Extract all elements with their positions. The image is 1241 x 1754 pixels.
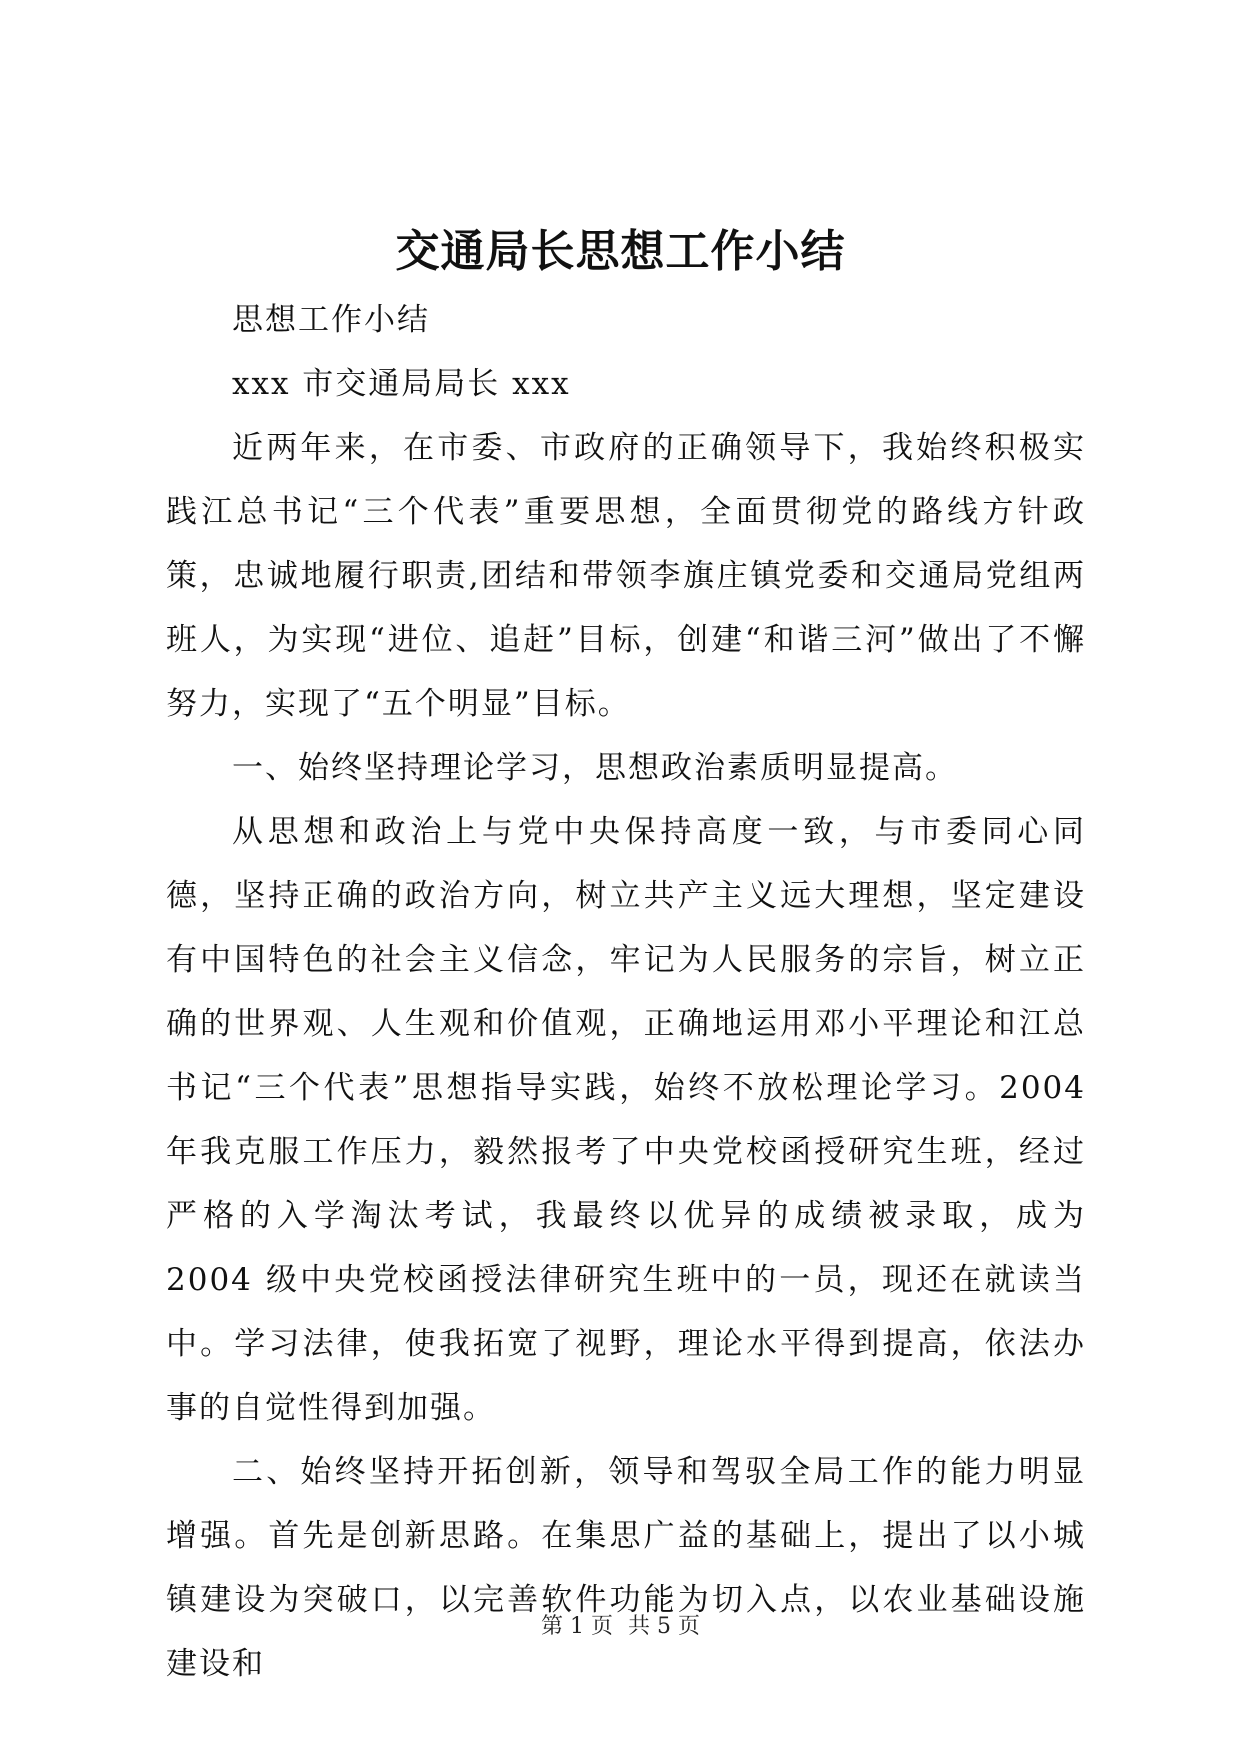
page-number: 第 1 页 (541, 1614, 613, 1639)
section-heading-2: 二、始终坚持开拓创新，领导和驾驭全局工作的能力明显增强。首先是创新思路。在集思广益的基础上，提出了以小城镇建设为突破口，以完善软件功能为切入点，以农业基础设施建设和 (166, 1454, 1086, 1682)
body-paragraph: 从思想和政治上与党中央保持高度一致，与市委同心同德，坚持正确的政治方向，树立共产主义远大理想，坚定建设有中国特色的社会主义信念，牢记为人民服务的宗旨，树立正确的世界观、人生观和价值观，正确地运用邓小平理论和江总书记“三个代表”思想指导实践，始终不放松理论学习。2004 年我克服工作压力，毅然报考了中央党校函授研究生班，经过严格的入学淘汰考试，我最终以优异的成绩被录取，成为 2004 级中央党校函授法律研究生班中的一员，现还在就读当中。学习法律，使我拓宽了视野，理论水平得到提高，依法办事的自觉性得到加强。 (166, 814, 1086, 1426)
document-body (166, 288, 1086, 1696)
document-title: 交通局长思想工作小结 (395, 226, 846, 277)
section-heading-1: 一、始终坚持理论学习，思想政治素质明显提高。 (232, 750, 958, 786)
body-paragraph: 近两年来，在市委、市政府的正确领导下，我始终积极实践江总书记“三个代表”重要思想，全面贯彻党的路线方针政策，忠诚地履行职责,团结和带领李旗庄镇党委和交通局党组两班人，为实现“进位、追赶”目标，创建“和谐三河”做出了不懈努力，实现了“五个明显”目标。 (166, 430, 1086, 722)
document-subtitle: 思想工作小结 (232, 302, 430, 338)
page-total: 共 5 页 (628, 1614, 700, 1639)
author-line: xxx 市交通局局长 xxx (232, 366, 571, 402)
page-footer (0, 1612, 1241, 1642)
